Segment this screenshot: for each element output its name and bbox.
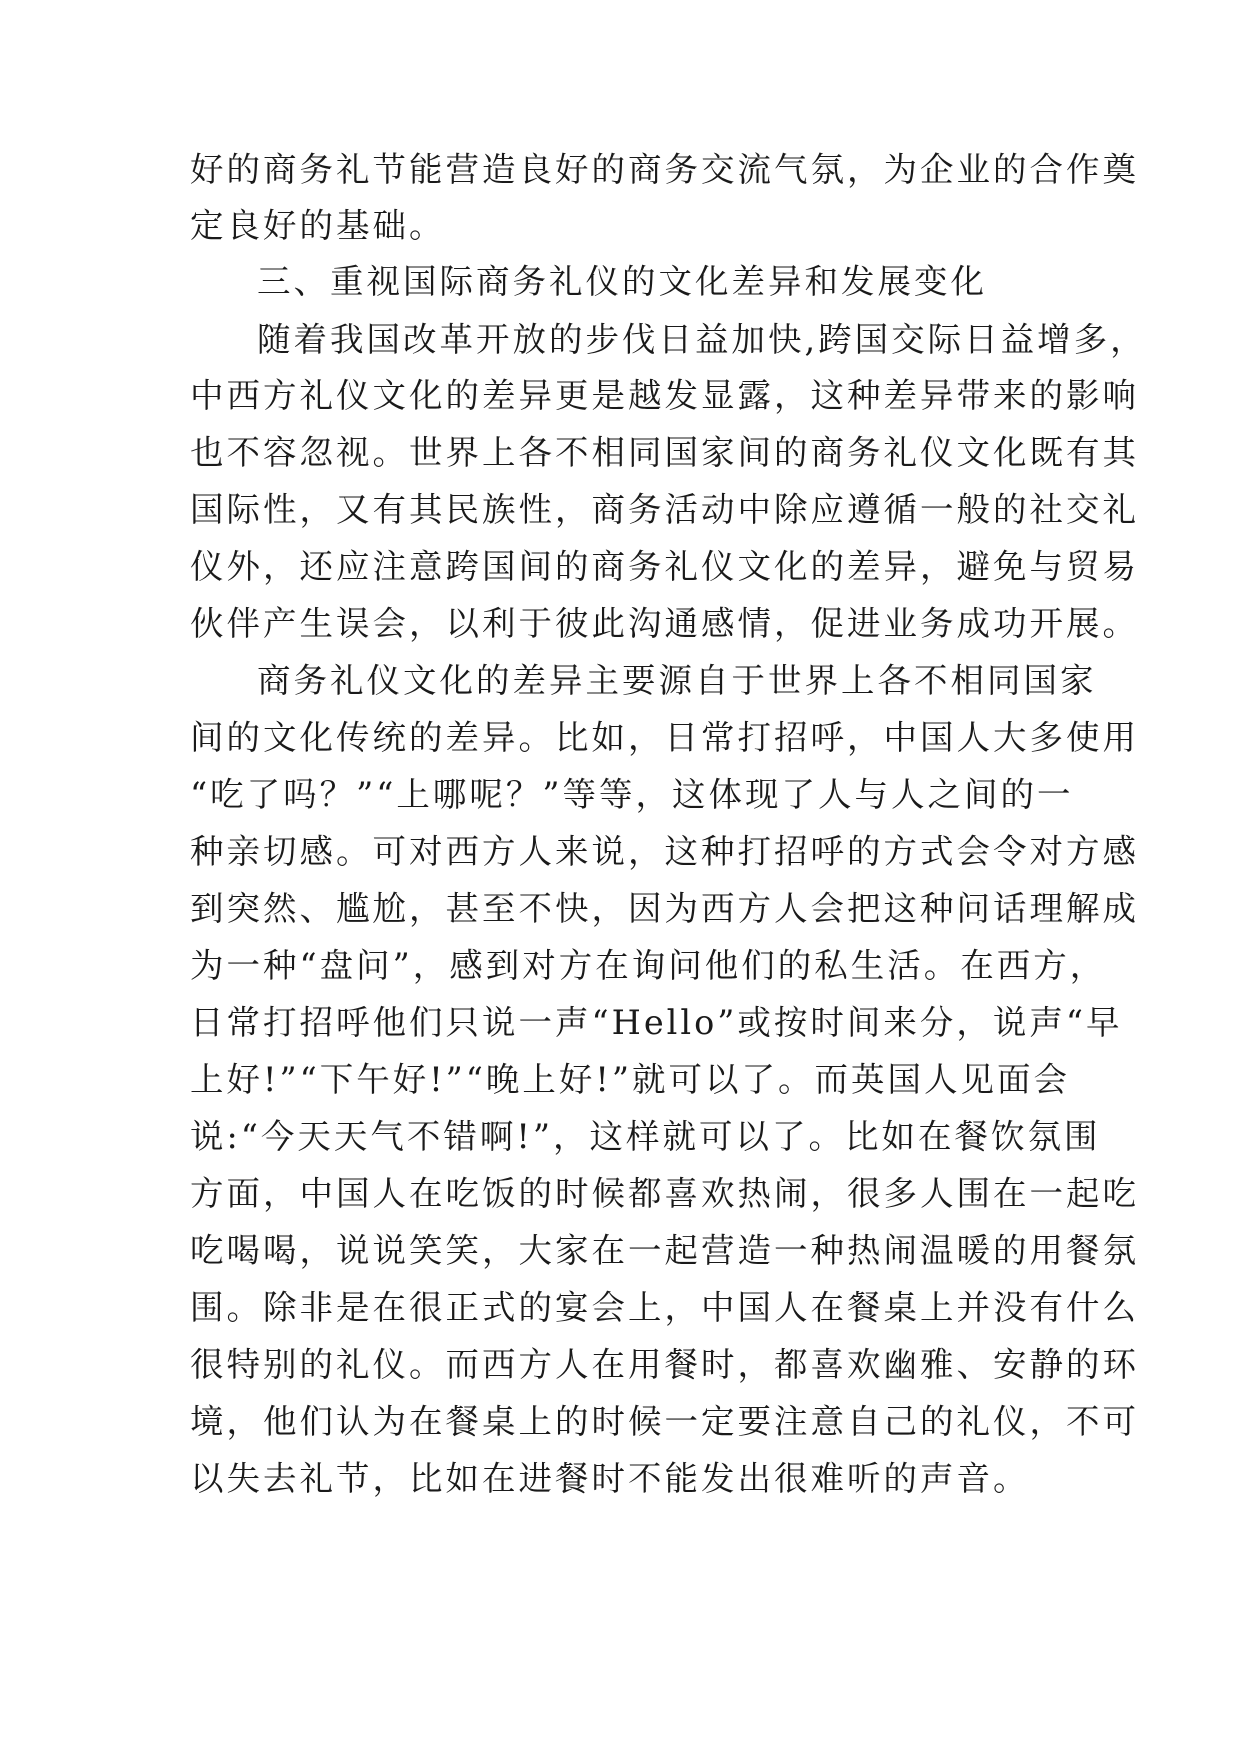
text-line: 围。除非是在很正式的宴会上，中国人在餐桌上并没有什么 — [190, 1288, 1139, 1327]
text-line: 种亲切感。可对西方人来说，这种打招呼的方式会令对方感 — [190, 832, 1139, 871]
text-line: 方面，中国人在吃饭的时候都喜欢热闹，很多人围在一起吃 — [190, 1174, 1139, 1213]
text-line: 吃喝喝，说说笑笑，大家在一起营造一种热闹温暖的用餐氛 — [190, 1231, 1139, 1270]
text-line: 上好!”“下午好!”“晚上好!”就可以了。而英国人见面会 — [190, 1060, 1071, 1099]
text-line: 仪外，还应注意跨国间的商务礼仪文化的差异，避免与贸易 — [190, 547, 1139, 586]
section-heading: 三、重视国际商务礼仪的文化差异和发展变化 — [257, 262, 987, 301]
text-line: 也不容忽视。世界上各不相同国家间的商务礼仪文化既有其 — [190, 433, 1139, 472]
text-line: 伙伴产生误会，以利于彼此沟通感情，促进业务成功开展。 — [190, 604, 1139, 643]
text-line: “吃了吗？”“上哪呢？”等等，这体现了人与人之间的一 — [190, 775, 1074, 814]
text-line: 到突然、尴尬，甚至不快，因为西方人会把这种问话理解成 — [190, 889, 1139, 928]
text-line: 间的文化传统的差异。比如，日常打招呼，中国人大多使用 — [190, 718, 1139, 757]
text-line: 日常打招呼他们只说一声“Hello”或按时间来分，说声“早 — [190, 1003, 1123, 1042]
text-line: 好的商务礼节能营造良好的商务交流气氛，为企业的合作奠 — [190, 150, 1139, 189]
text-line: 为一种“盘问”，感到对方在询问他们的私生活。在西方， — [190, 946, 1107, 985]
text-line: 以失去礼节，比如在进餐时不能发出很难听的声音。 — [190, 1459, 1030, 1498]
text-line: 很特别的礼仪。而西方人在用餐时，都喜欢幽雅、安静的环 — [190, 1345, 1139, 1384]
text-line: 境，他们认为在餐桌上的时候一定要注意自己的礼仪，不可 — [190, 1402, 1139, 1441]
text-line: 商务礼仪文化的差异主要源自于世界上各不相同国家 — [257, 661, 1097, 700]
text-line: 随着我国改革开放的步伐日益加快,跨国交际日益增多， — [257, 320, 1147, 359]
text-line: 中西方礼仪文化的差异更是越发显露，这种差异带来的影响 — [190, 376, 1139, 415]
text-line: 定良好的基础。 — [190, 206, 446, 245]
text-line: 说:“今天天气不错啊!”，这样就可以了。比如在餐饮氛围 — [190, 1117, 1101, 1156]
text-line: 国际性，又有其民族性，商务活动中除应遵循一般的社交礼 — [190, 490, 1139, 529]
